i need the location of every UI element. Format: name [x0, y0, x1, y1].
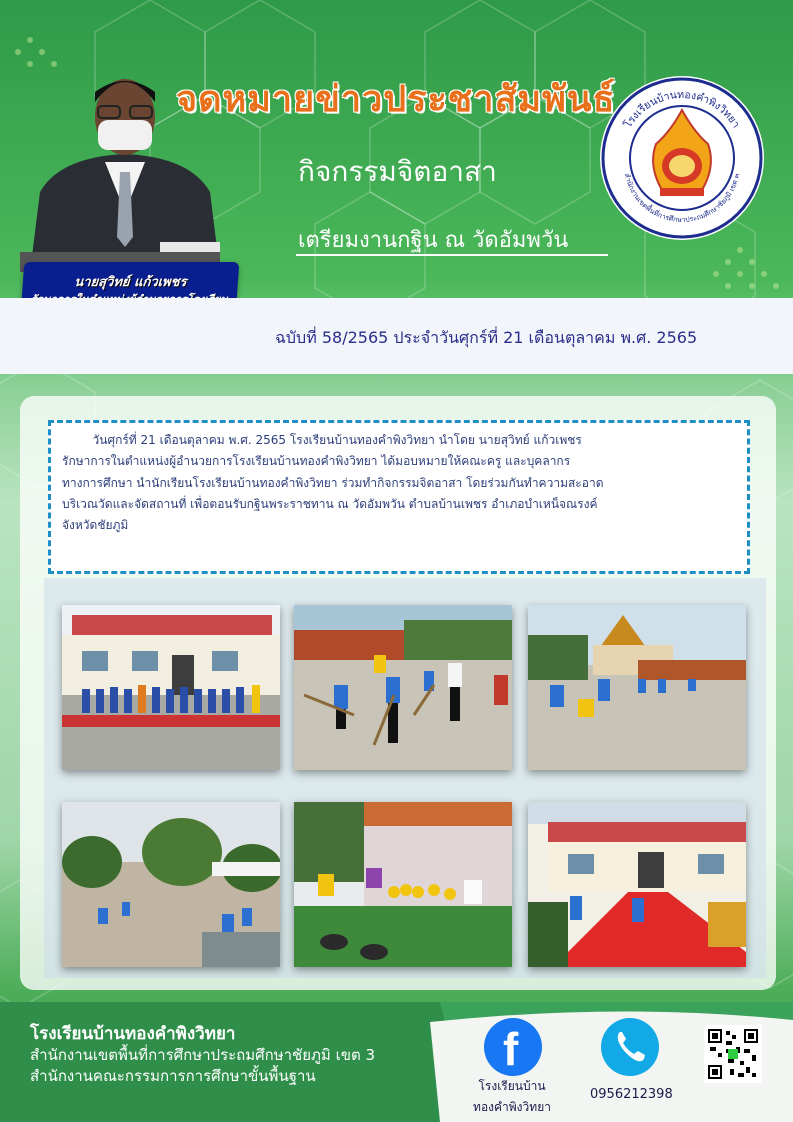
phone-number[interactable]: 0956212398 [590, 1087, 673, 1102]
facebook-icon[interactable]: f [484, 1018, 542, 1076]
activity-photo [62, 605, 280, 770]
facebook-label-line-1: โรงเรียนบ้าน [478, 1079, 546, 1093]
article-line: ทางการศึกษา นำนักเรียนโรงเรียนบ้านทองคำพิงวิทยา ร่วมทำกิจกรรมจิตอาสา โดยร่วมกันทำความสะอาด [62, 475, 604, 490]
phone-icon[interactable] [601, 1018, 659, 1076]
activity-subtitle: กิจกรรมจิตอาสา [298, 155, 497, 188]
article-line: บริเวณวัดและจัดสถานที่ เพื่อตอนรับกฐินพระราชทาน ณ วัดอัมพวัน ตำบลบ้านเพชร อำเภอบำเหน็จณรงค์ [62, 496, 598, 511]
school-logo [598, 74, 766, 242]
article-text [62, 430, 742, 536]
activity-photo [294, 802, 512, 967]
article-line: วันศุกร์ที่ 21 เดือนตุลาคม พ.ศ. 2565 โรงเรียนบ้านทองคำพิงวิทยา นำโดย นายสุวิทย์ แก้วเพชร [62, 433, 582, 447]
activity-photo [528, 802, 746, 967]
newsletter-title: จดหมายข่าวประชาสัมพันธ์ [176, 79, 616, 120]
footer-school-name: โรงเรียนบ้านทองคำพิงวิทยา [30, 1024, 236, 1044]
facebook-label-line-2: ทองคำพิงวิทยา [473, 1100, 551, 1114]
director-name: นายสุวิทย์ แก้วเพชร [73, 275, 187, 290]
logo-text-bottom: สำนักงานเขตพื้นที่การศึกษาประถมศึกษาชัยภูมิ เขต ๓ [622, 172, 742, 225]
facebook-label[interactable] [462, 1076, 562, 1118]
activity-topic: เตรียมงานกฐิน ณ วัดอัมพวัน [298, 228, 569, 253]
issue-line: ฉบับที่ 58/2565 ประจำวันศุกร์ที่ 21 เดือนตุลาคม พ.ศ. 2565 [275, 328, 698, 347]
footer-office: สำนักงานเขตพื้นที่การศึกษาประถมศึกษาชัยภูมิ เขต 3 [30, 1046, 376, 1064]
logo-text-top: โรงเรียนบ้านทองคำพิงวิทยา [621, 88, 743, 131]
footer-commission: สำนักงานคณะกรรมการการศึกษาขั้นพื้นฐาน [30, 1067, 316, 1085]
activity-photo [294, 605, 512, 770]
qr-code[interactable] [704, 1025, 762, 1083]
activity-photo [62, 802, 280, 967]
topic-underline [296, 254, 608, 256]
activity-photo [528, 605, 746, 770]
article-line: จังหวัดชัยภูมิ [62, 518, 129, 533]
article-line: รักษาการในตำแหน่งผู้อำนวยการโรงเรียนบ้านทองคำพิงวิทยา ได้มอบหมายให้คณะครู และบุคลากร [62, 454, 571, 469]
